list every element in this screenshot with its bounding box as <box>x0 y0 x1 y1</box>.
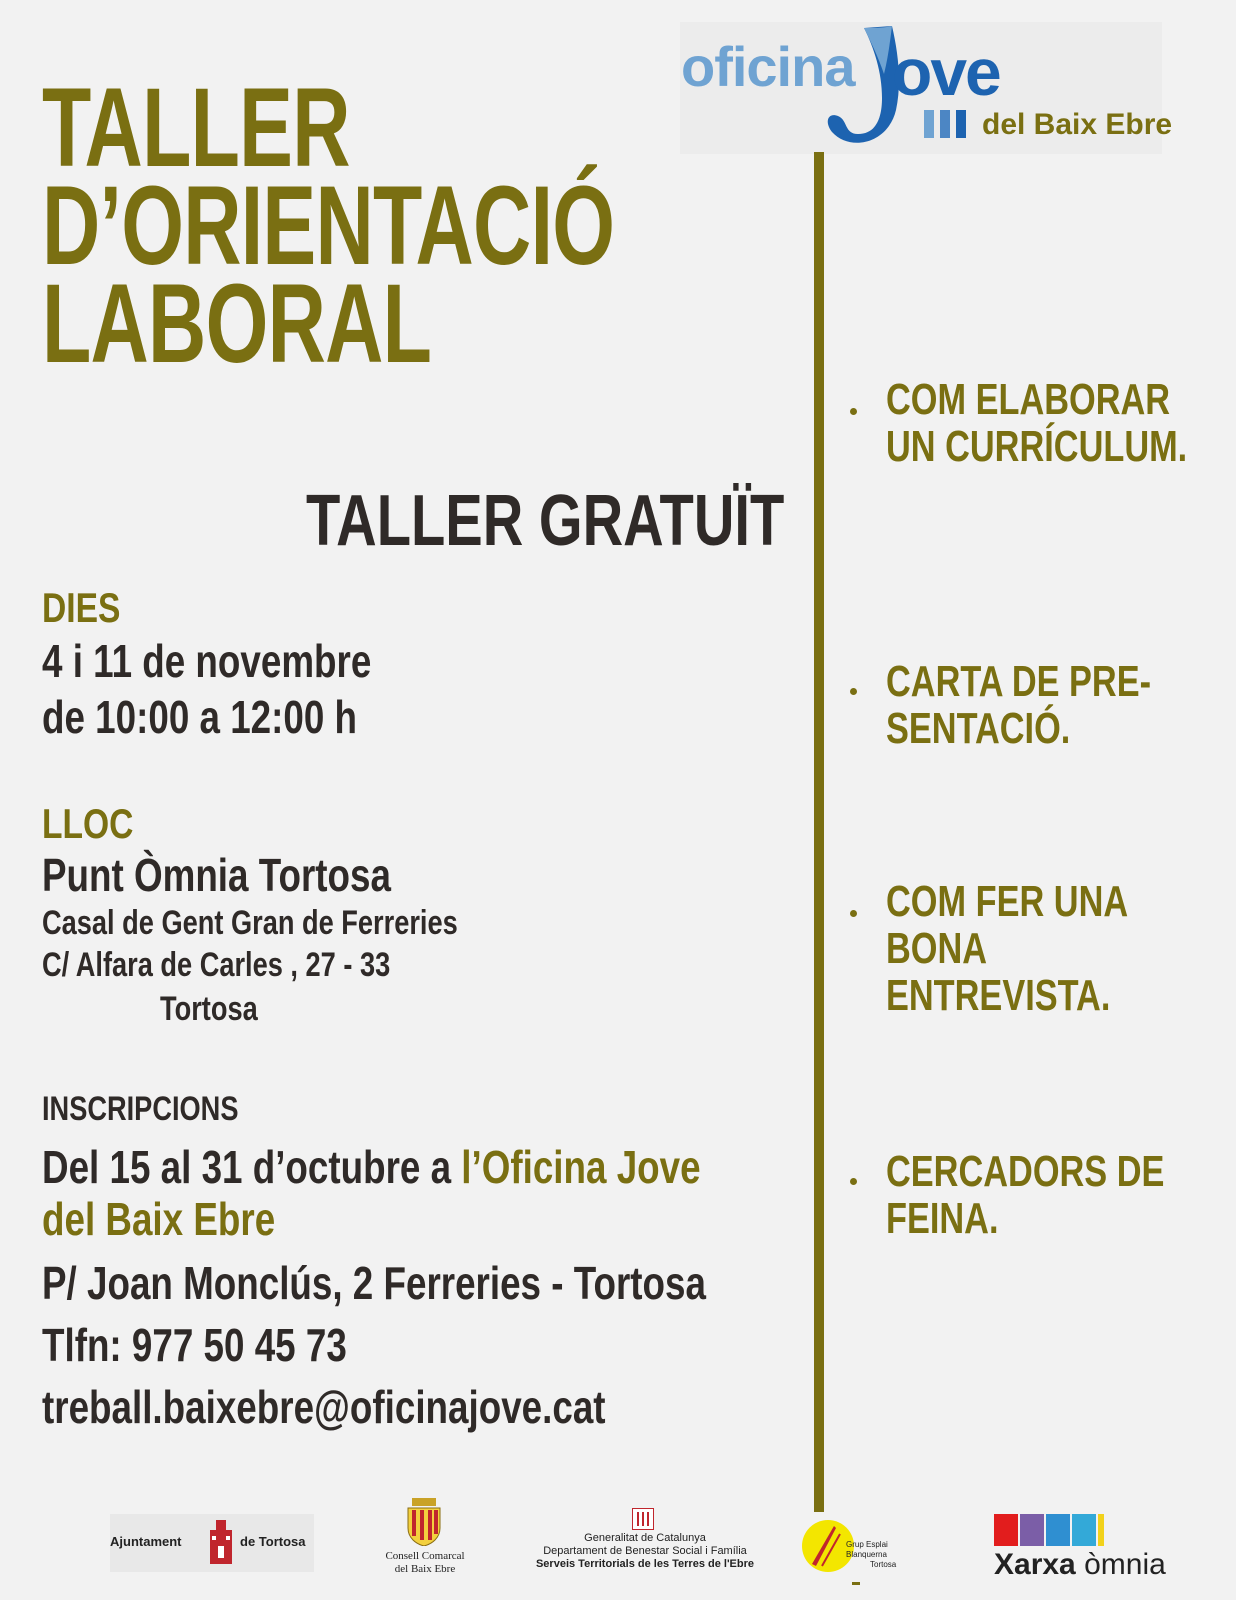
logo-subtitle: del Baix Ebre <box>982 108 1173 141</box>
lloc-line-1: Casal de Gent Gran de Ferreries <box>42 904 458 942</box>
inscripcions-office: l’Oficina Jove <box>461 1141 701 1193</box>
consell-text <box>380 1550 470 1576</box>
title-line-2: D’ORIENTACIÓ <box>42 163 615 288</box>
logo-jove-text: ove <box>892 35 1000 109</box>
xarxa-square-yellow <box>1098 1514 1104 1546</box>
generalitat-icon <box>632 1508 654 1530</box>
generalitat-line-3: Serveis Territorials de les Terres de l'Ebre <box>535 1558 755 1570</box>
dies-date: 4 i 11 de novembre <box>42 635 372 687</box>
xarxa-square-blue <box>1046 1514 1070 1546</box>
consell-comarcal-logo <box>380 1498 470 1590</box>
inscripcions-address: P/ Joan Monclús, 2 Ferreries - Tortosa <box>42 1257 706 1309</box>
esplai-line-2: Tortosa <box>870 1560 897 1569</box>
generalitat-line-2: Departament de Benestar Social i Família <box>543 1545 747 1557</box>
lloc-place: Punt Òmnia Tortosa <box>42 849 391 901</box>
logo-oficina-text: oficina <box>681 35 855 98</box>
castle-icon <box>206 1516 236 1568</box>
inscripcions-email[interactable]: treball.baixebre@oficinajove.cat <box>42 1381 606 1433</box>
xarxa-square-cyan <box>1072 1514 1096 1546</box>
inscripcions-line-1 <box>42 1140 701 1194</box>
xarxa-square-red <box>994 1514 1018 1546</box>
topic-2-line-2: SENTACIÓ. <box>886 704 1071 753</box>
dies-time: de 10:00 a 12:00 h <box>42 691 358 743</box>
topic-1-line-1: COM ELABORAR <box>886 375 1171 424</box>
consell-line-2: del Baix Ebre <box>394 1563 456 1575</box>
topic-4-line-2: FEINA. <box>886 1194 999 1243</box>
inscripcions-dates: Del 15 al 31 d’octubre a <box>42 1141 462 1193</box>
topic-3-line-2: BONA <box>886 924 988 973</box>
esplai-blanquerna-logo <box>800 1508 928 1588</box>
title-line-1: TALLER <box>42 65 350 190</box>
de-tortosa-text: de Tortosa <box>240 1534 306 1549</box>
ajuntament-text: Ajuntament <box>110 1534 182 1549</box>
bullet-icon <box>850 1178 857 1185</box>
generalitat-text <box>520 1532 770 1571</box>
bullet-icon <box>850 408 857 415</box>
xarxa-omnia-logo <box>994 1514 1184 1584</box>
inscripcions-phone: Tlfn: 977 50 45 73 <box>42 1319 347 1371</box>
bullet-icon <box>850 688 857 695</box>
consell-line-1: Consell Comarcal <box>385 1550 465 1562</box>
generalitat-logo <box>520 1508 770 1578</box>
xarxa-word: Xarxa <box>994 1548 1076 1581</box>
lloc-line-2: C/ Alfara de Carles , 27 - 33 <box>42 946 391 984</box>
esplai-line-1: Grup Esplai Blanquerna <box>846 1540 888 1559</box>
xarxa-square-purple <box>1020 1514 1044 1546</box>
topic-4-line-1: CERCADORS DE <box>886 1147 1165 1196</box>
logo-bars-icon <box>924 110 972 138</box>
divider-foot <box>852 1582 860 1585</box>
title-line-3: LABORAL <box>42 261 432 386</box>
dies-label: DIES <box>42 584 121 631</box>
generalitat-line-1: Generalitat de Catalunya <box>584 1532 706 1544</box>
ajuntament-tortosa-logo <box>110 1514 314 1572</box>
inscripcions-line-2: del Baix Ebre <box>42 1193 276 1245</box>
esplai-text <box>846 1540 928 1570</box>
topic-1-line-2: UN CURRÍCULUM. <box>886 422 1188 471</box>
xarxa-text <box>994 1548 1166 1582</box>
lloc-label: LLOC <box>42 800 134 847</box>
inscripcions-label: INSCRIPCIONS <box>42 1090 239 1128</box>
vertical-divider <box>814 152 824 1512</box>
topic-3-line-3: ENTREVISTA. <box>886 971 1111 1020</box>
free-workshop-label: TALLER GRATUÏT <box>306 481 785 561</box>
bullet-icon <box>850 910 857 917</box>
omnia-word: òmnia <box>1075 1548 1166 1581</box>
topic-3-line-1: COM FER UNA <box>886 877 1129 926</box>
coat-of-arms-icon <box>404 1498 444 1546</box>
lloc-line-3: Tortosa <box>160 990 258 1028</box>
topic-2-line-1: CARTA DE PRE- <box>886 657 1152 706</box>
